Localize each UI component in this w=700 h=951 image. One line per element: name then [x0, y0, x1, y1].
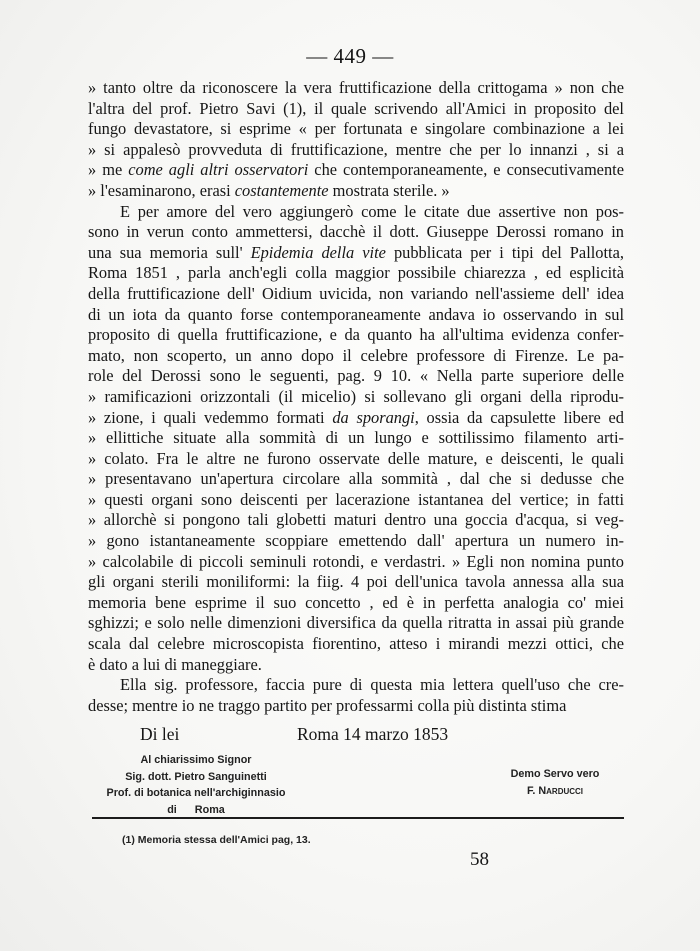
text-run: memoria bene esprime il suo concetto , ed è in perfetta analogia co' miei: [88, 592, 624, 612]
text-line: [88, 78, 624, 99]
text-line: [88, 387, 624, 408]
text-line: [88, 119, 624, 140]
footnote: (1) Memoria stessa dell'Amici pag, 13.: [122, 834, 311, 846]
text-run: della fruttificazione dell' Oidium uvicida, non variando nell'assieme dell' idea: [88, 283, 624, 303]
text-line: [88, 490, 624, 511]
text-run: » ramificazioni orizzontali (il micelio) si sollevano gli organi della riprodu-: [88, 386, 624, 406]
text-line: [88, 634, 624, 655]
addressee-line: Prof. di botanica nell'archiginnasio: [106, 787, 286, 799]
page-number: — 449 —: [306, 44, 394, 68]
body-text: [88, 78, 624, 716]
closing-line: [88, 724, 624, 748]
text-line: [88, 696, 624, 717]
text-run: » ellittiche situate alla sommità di un lungo e sottilissimo filamento arti-: [88, 428, 624, 448]
text-line: [88, 305, 624, 326]
text-run: Roma 1851 , parla anch'egli colla maggior possibile chiarezza , ed esplicità: [88, 263, 624, 283]
text-line: [88, 222, 624, 243]
text-run: è dato a lui di maneggiare.: [88, 654, 262, 674]
text-run: proposito di quella fruttificazione, e da quanto ha all'ultima evidenza confer-: [88, 325, 624, 345]
signature-line: Demo Servo vero: [510, 768, 600, 780]
text-run: che contemporaneamente, e consecutivamente: [308, 160, 624, 180]
text-run: role del Derossi sono le seguenti, pag. 9 10. « Nella parte superiore delle: [88, 366, 624, 386]
text-run: l'altra del prof. Pietro Savi (1), il quale scrivendo all'Amici in proposito del: [88, 98, 624, 118]
text-line: [88, 408, 624, 429]
text-run: » calcolabile di piccoli seminuli rotondi, e verdastri. » Egli non nomina punto: [88, 551, 624, 571]
text-run: fungo devastatore, si esprime « per fortunata e singolare combinazione a lei: [88, 119, 624, 139]
addressee-block: [96, 752, 296, 818]
text-line: [88, 593, 624, 614]
text-line: [88, 263, 624, 284]
text-line: [88, 202, 624, 223]
italic-phrase: da sporangi: [332, 407, 415, 427]
text-line: [88, 552, 624, 573]
text-run: sono in verun conto ammettersi, dacchè il dott. Giuseppe Derossi romano in: [88, 222, 624, 242]
text-run: una sua memoria sull': [88, 242, 251, 262]
text-run: » gono istantaneamente scoppiare emettendo dall' apertura un numero in-: [88, 531, 624, 551]
text-run: pubblicata per i tipi del Pallotta,: [385, 242, 624, 262]
addressee-line: Sig. dott. Pietro Sanguinetti: [125, 770, 267, 783]
signature-mark: 58: [470, 849, 489, 870]
text-run: » allorchè si pongono tali globetti maturi dentro una goccia d'acqua, si veg-: [88, 510, 624, 530]
text-run: di un iota da quanto forse contemporaneamente andava io osservando in sul: [88, 304, 624, 324]
place-date: Roma 14 marzo 1853: [297, 724, 449, 744]
italic-phrase: Epidemia della vite: [250, 242, 386, 262]
text-line: [88, 613, 624, 634]
text-run: » si appalesò provveduta di fruttificazione, mentre che per lo innanzi , si a: [88, 139, 624, 159]
text-line: [88, 325, 624, 346]
text-run: mostrata sterile. »: [328, 180, 450, 200]
text-line: [88, 140, 624, 161]
text-line: [88, 510, 624, 531]
text-line: [88, 675, 624, 696]
text-run: sghizzi; e solo nelle dimenzioni diversifica da quella ritratta in assai più grande: [88, 613, 624, 633]
text-line: [88, 428, 624, 449]
text-run: » questi organi sono deiscenti per lacerazione istantanea del vertice; in fatti: [88, 489, 624, 509]
text-line: [88, 531, 624, 552]
text-run: scala dal celebre microscopista fiorentino, atteso i mirandi mezzi ottici, che: [88, 634, 624, 654]
text-run: » presentavano un'apertura circolare alla sommità , dal che si dedusse che: [88, 469, 624, 489]
text-run: » l'esaminarono, erasi: [88, 180, 235, 200]
text-line: [88, 99, 624, 120]
text-line: [88, 366, 624, 387]
text-line: [88, 181, 624, 202]
signature-name: F. Narducci: [526, 784, 584, 797]
text-line: [88, 160, 624, 181]
italic-phrase: costantemente: [234, 180, 329, 200]
text-line: [88, 284, 624, 305]
text-line: [88, 572, 624, 593]
text-run: Ella sig. professore, faccia pure di questa mia lettera quell'uso che cre-: [120, 675, 624, 695]
addressee-line: Al chiarissimo Signor: [140, 754, 252, 766]
text-line: [88, 346, 624, 367]
text-line: [88, 469, 624, 490]
text-run: mato, non scoperto, un anno dopo il celebre professore di Firenze. Le pa-: [88, 345, 624, 365]
text-run: » zione, i quali vedemmo formati: [88, 407, 333, 427]
text-run: » tanto oltre da riconoscere la vera fruttificazione della crittogama » non che: [88, 78, 624, 97]
text-run: E per amore del vero aggiungerò come le citate due assertive non pos-: [120, 201, 624, 221]
text-run: gli organi sterili moniliformi: la fiig. 4 poi dell'unica tavola annessa alla sua: [88, 572, 624, 592]
salutation: Di lei: [140, 724, 180, 744]
text-line: [88, 655, 624, 676]
addressee-line: di Roma: [167, 803, 225, 816]
text-run: » colato. Fra le altre ne furono osservate delle mature, e deiscenti, le quali: [88, 448, 624, 468]
text-run: » me: [88, 160, 129, 180]
text-line: [88, 449, 624, 470]
text-run: , ossia da capsulette libere ed: [414, 407, 625, 427]
text-line: [88, 243, 624, 264]
italic-phrase: come agli altri osservatori: [128, 160, 309, 180]
footnote-rule: [92, 817, 624, 819]
text-run: desse; mentre io ne traggo partito per professarmi colla più distinta stima: [88, 695, 567, 715]
signature-block: [480, 766, 630, 799]
